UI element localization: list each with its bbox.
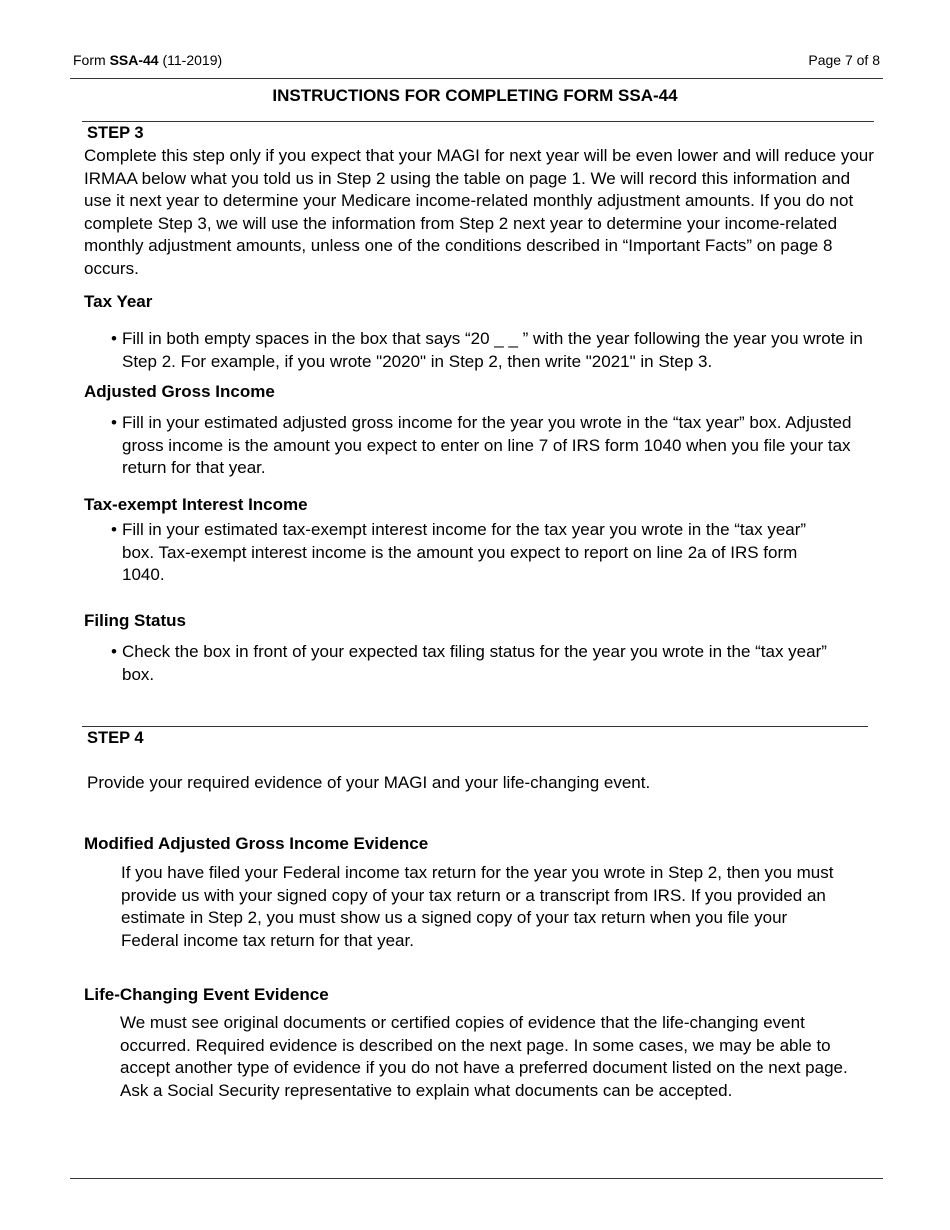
bullet-icon: •	[111, 329, 117, 348]
filing-status-text: Check the box in front of your expected tax filing status for the year you wrote in the “tax year” box.	[122, 642, 827, 684]
page-title: INSTRUCTIONS FOR COMPLETING FORM SSA-44	[272, 86, 678, 105]
magi-evidence-text: If you have filed your Federal income tax return for the year you wrote in Step 2, then you must provide us with your signed copy of your tax return or a transcript from IRS. If you provided an estimate in Step 2, you must show us a signed copy of your tax return when you file your Federal income tax return for that year.	[121, 863, 834, 950]
step3-heading: STEP 3	[87, 124, 144, 142]
bullet-icon: •	[111, 520, 117, 539]
form-date: (11-2019)	[158, 52, 223, 68]
tax-exempt-heading: Tax-exempt Interest Income	[84, 495, 308, 514]
header-divider	[70, 78, 883, 79]
step3-intro: Complete this step only if you expect that your MAGI for next year will be even lower and will reduce your IRMAA below what you told us in Step 2 using the table on page 1. We will record this information and use it next year to determine your Medicare income-related monthly adjustment amounts. If you do not complete Step 3, we will use the information from Step 2 next year to determine your income-related monthly adjustment amounts, unless one of the conditions described in “Important Facts” on page 8 occurs.	[84, 146, 874, 278]
step3-divider	[82, 121, 874, 122]
bullet-icon: •	[111, 413, 117, 432]
step4-heading: STEP 4	[87, 729, 144, 747]
bullet-icon: •	[111, 642, 117, 661]
footer-divider	[70, 1178, 883, 1179]
step4-intro: Provide your required evidence of your MAGI and your life-changing event.	[87, 773, 651, 792]
filing-status-bullet	[111, 641, 857, 686]
tax-year-text: Fill in both empty spaces in the box that says “20 _ _ ” with the year following the year you wrote in Step 2. For example, if you wrote "2020" in Step 2, then write "2021" in Step 3.	[122, 329, 863, 371]
tax-year-heading: Tax Year	[84, 292, 153, 311]
page-number: Page 7 of 8	[808, 52, 880, 68]
lce-evidence-heading: Life-Changing Event Evidence	[84, 985, 329, 1004]
form-id	[73, 52, 222, 68]
magi-evidence-heading: Modified Adjusted Gross Income Evidence	[84, 834, 429, 853]
tax-exempt-text: Fill in your estimated tax-exempt interest income for the tax year you wrote in the “tax year” box. Tax-exempt interest income is the amount you expect to report on line 2a of IRS form 1040.	[122, 520, 807, 584]
tax-exempt-bullet	[111, 519, 842, 587]
lce-evidence-text: We must see original documents or certified copies of evidence that the life-changing event occurred. Required evidence is described on the next page. In some cases, we may be able to accept another type of evidence if you do not have a preferred document listed on the next page. Ask a Social Security representative to explain what documents can be accepted.	[120, 1013, 848, 1100]
tax-year-bullet	[111, 328, 872, 373]
form-number: SSA-44	[109, 52, 159, 68]
agi-text: Fill in your estimated adjusted gross income for the year you wrote in the “tax year” box. Adjusted gross income is the amount you expect to enter on line 7 of IRS form 1040 when you file your tax return for that year.	[122, 413, 852, 477]
agi-bullet	[111, 412, 857, 480]
step4-divider	[82, 726, 868, 727]
form-prefix: Form	[73, 52, 110, 68]
filing-status-heading: Filing Status	[84, 611, 186, 630]
agi-heading: Adjusted Gross Income	[84, 382, 275, 401]
